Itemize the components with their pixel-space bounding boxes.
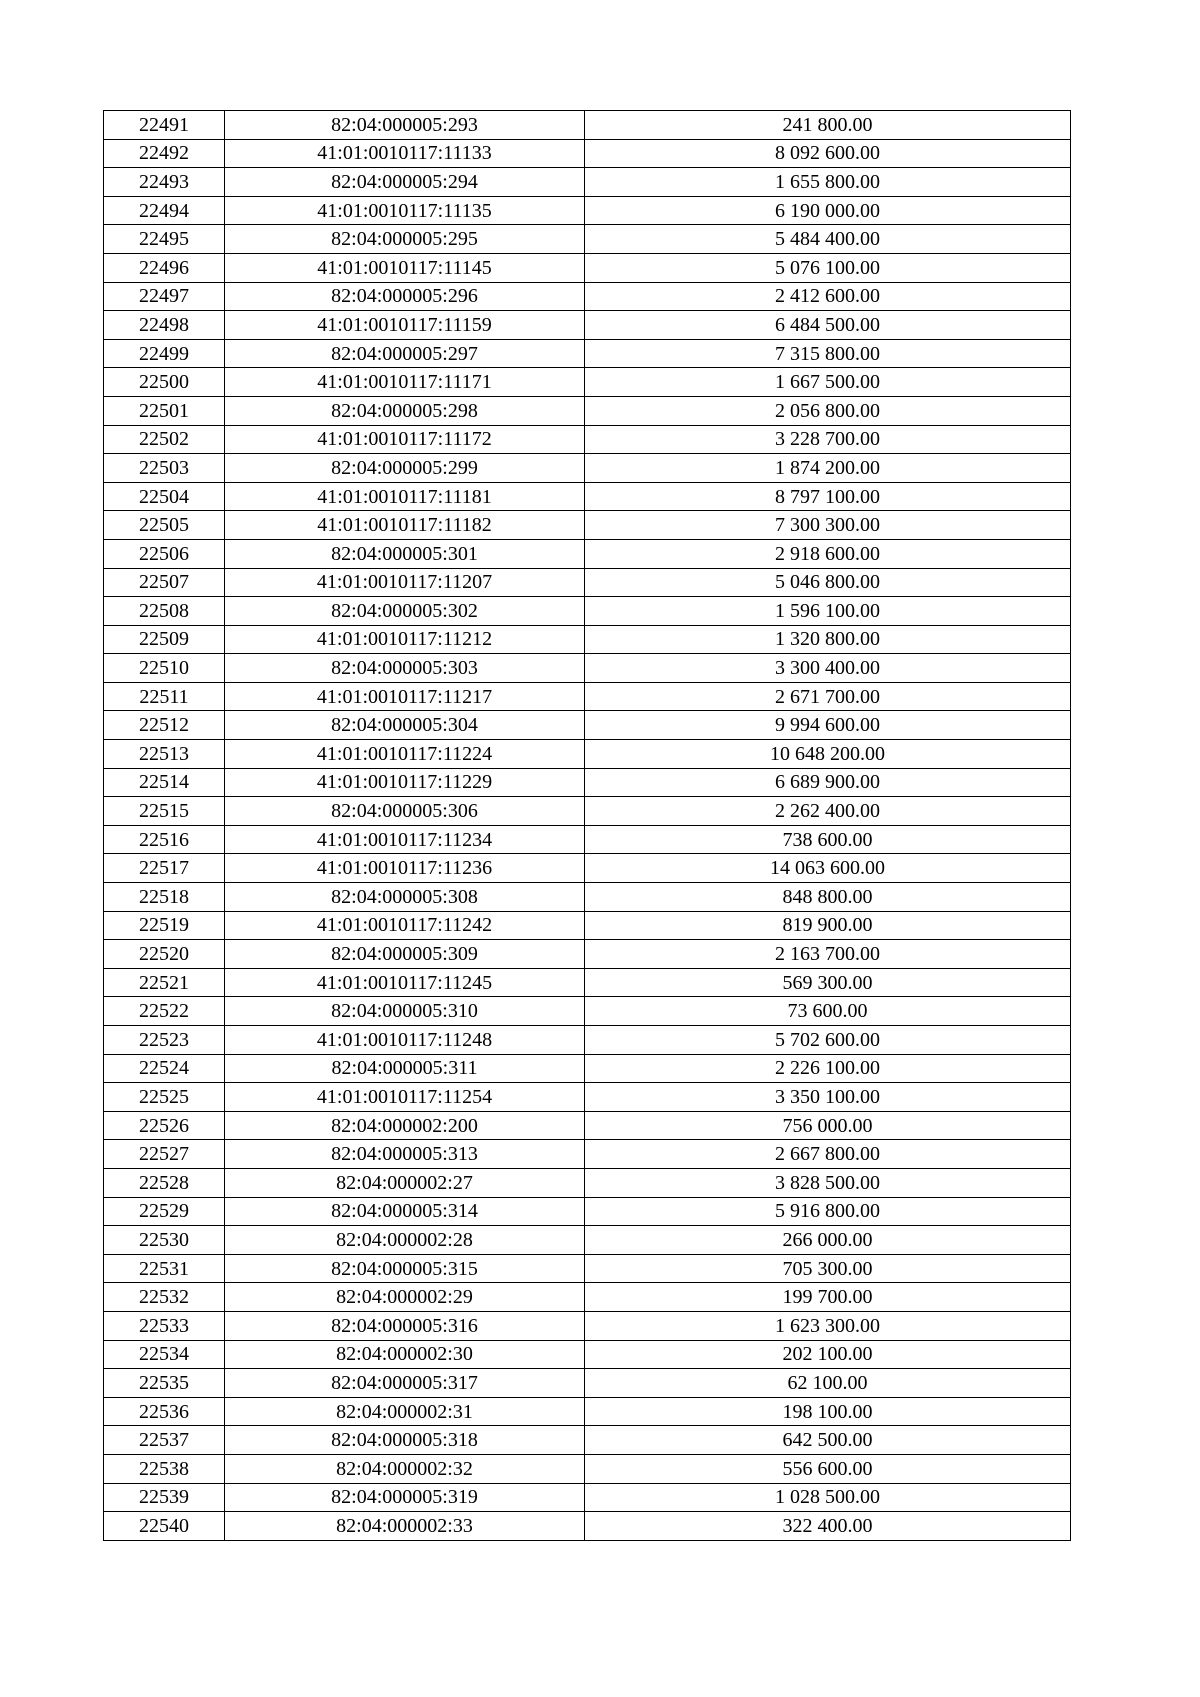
cadastral-number-cell: 82:04:000005:296	[225, 282, 585, 311]
table-row	[104, 1340, 1071, 1369]
row-number-cell: 22505	[104, 511, 225, 540]
cadastral-number-cell: 82:04:000002:29	[225, 1283, 585, 1312]
table-row	[104, 625, 1071, 654]
cadastral-number-cell: 41:01:0010117:11182	[225, 511, 585, 540]
cadastral-value-cell: 2 262 400.00	[585, 797, 1071, 826]
cadastral-value-cell: 5 484 400.00	[585, 225, 1071, 254]
table-row	[104, 196, 1071, 225]
table-body	[104, 111, 1071, 1541]
cadastral-value-cell: 10 648 200.00	[585, 740, 1071, 769]
cadastral-number-cell: 82:04:000005:317	[225, 1369, 585, 1398]
row-number-cell: 22537	[104, 1426, 225, 1455]
cadastral-number-cell: 82:04:000005:318	[225, 1426, 585, 1455]
table-row	[104, 1111, 1071, 1140]
cadastral-value-cell: 199 700.00	[585, 1283, 1071, 1312]
table-row	[104, 797, 1071, 826]
cadastral-number-cell: 82:04:000005:298	[225, 396, 585, 425]
cadastral-number-cell: 41:01:0010117:11135	[225, 196, 585, 225]
table-row	[104, 1369, 1071, 1398]
cadastral-value-cell: 5 702 600.00	[585, 1026, 1071, 1055]
row-number-cell: 22491	[104, 111, 225, 140]
cadastral-number-cell: 82:04:000002:33	[225, 1512, 585, 1541]
cadastral-value-cell: 1 028 500.00	[585, 1483, 1071, 1512]
cadastral-value-cell: 6 484 500.00	[585, 311, 1071, 340]
cadastral-value-cell: 705 300.00	[585, 1254, 1071, 1283]
cadastral-number-cell: 41:01:0010117:11242	[225, 911, 585, 940]
cadastral-value-cell: 198 100.00	[585, 1397, 1071, 1426]
cadastral-number-cell: 41:01:0010117:11212	[225, 625, 585, 654]
table-row	[104, 539, 1071, 568]
table-row	[104, 139, 1071, 168]
cadastral-number-cell: 41:01:0010117:11236	[225, 854, 585, 883]
row-number-cell: 22500	[104, 368, 225, 397]
cadastral-value-cell: 2 412 600.00	[585, 282, 1071, 311]
cadastral-number-cell: 82:04:000002:200	[225, 1111, 585, 1140]
table-row	[104, 825, 1071, 854]
cadastral-number-cell: 82:04:000002:28	[225, 1226, 585, 1255]
table-row	[104, 225, 1071, 254]
table-row	[104, 1426, 1071, 1455]
cadastral-number-cell: 82:04:000005:308	[225, 883, 585, 912]
row-number-cell: 22496	[104, 253, 225, 282]
cadastral-value-cell: 8 092 600.00	[585, 139, 1071, 168]
row-number-cell: 22506	[104, 539, 225, 568]
cadastral-value-cell: 7 315 800.00	[585, 339, 1071, 368]
table-row	[104, 1483, 1071, 1512]
cadastral-number-cell: 41:01:0010117:11172	[225, 425, 585, 454]
table-row	[104, 1454, 1071, 1483]
cadastral-value-cell: 1 320 800.00	[585, 625, 1071, 654]
table-row	[104, 1397, 1071, 1426]
row-number-cell: 22502	[104, 425, 225, 454]
cadastral-number-cell: 82:04:000005:302	[225, 597, 585, 626]
cadastral-value-cell: 1 667 500.00	[585, 368, 1071, 397]
cadastral-value-cell: 9 994 600.00	[585, 711, 1071, 740]
table-row	[104, 111, 1071, 140]
row-number-cell: 22539	[104, 1483, 225, 1512]
cadastral-value-table	[103, 110, 1071, 1541]
cadastral-number-cell: 41:01:0010117:11133	[225, 139, 585, 168]
row-number-cell: 22513	[104, 740, 225, 769]
table-row	[104, 396, 1071, 425]
cadastral-value-cell: 7 300 300.00	[585, 511, 1071, 540]
table-row	[104, 568, 1071, 597]
cadastral-value-cell: 2 056 800.00	[585, 396, 1071, 425]
row-number-cell: 22519	[104, 911, 225, 940]
row-number-cell: 22526	[104, 1111, 225, 1140]
cadastral-value-cell: 569 300.00	[585, 968, 1071, 997]
cadastral-value-cell: 2 671 700.00	[585, 682, 1071, 711]
cadastral-value-cell: 1 623 300.00	[585, 1311, 1071, 1340]
row-number-cell: 22520	[104, 940, 225, 969]
cadastral-number-cell: 82:04:000002:31	[225, 1397, 585, 1426]
cadastral-number-cell: 82:04:000005:311	[225, 1054, 585, 1083]
cadastral-number-cell: 82:04:000005:314	[225, 1197, 585, 1226]
cadastral-number-cell: 82:04:000005:306	[225, 797, 585, 826]
cadastral-number-cell: 41:01:0010117:11207	[225, 568, 585, 597]
table-row	[104, 253, 1071, 282]
cadastral-value-cell: 5 916 800.00	[585, 1197, 1071, 1226]
row-number-cell: 22514	[104, 768, 225, 797]
table-row	[104, 768, 1071, 797]
cadastral-value-cell: 202 100.00	[585, 1340, 1071, 1369]
table-row	[104, 911, 1071, 940]
table-row	[104, 454, 1071, 483]
cadastral-number-cell: 82:04:000005:301	[225, 539, 585, 568]
table-row	[104, 597, 1071, 626]
table-row	[104, 940, 1071, 969]
table-row	[104, 339, 1071, 368]
row-number-cell: 22510	[104, 654, 225, 683]
cadastral-number-cell: 82:04:000005:316	[225, 1311, 585, 1340]
cadastral-value-cell: 14 063 600.00	[585, 854, 1071, 883]
cadastral-value-cell: 642 500.00	[585, 1426, 1071, 1455]
cadastral-value-cell: 3 828 500.00	[585, 1168, 1071, 1197]
table-row	[104, 654, 1071, 683]
cadastral-number-cell: 82:04:000002:27	[225, 1168, 585, 1197]
cadastral-number-cell: 41:01:0010117:11245	[225, 968, 585, 997]
table-row	[104, 368, 1071, 397]
row-number-cell: 22508	[104, 597, 225, 626]
cadastral-value-cell: 756 000.00	[585, 1111, 1071, 1140]
table-row	[104, 482, 1071, 511]
row-number-cell: 22517	[104, 854, 225, 883]
table-row	[104, 1197, 1071, 1226]
cadastral-number-cell: 82:04:000005:303	[225, 654, 585, 683]
row-number-cell: 22523	[104, 1026, 225, 1055]
cadastral-number-cell: 41:01:0010117:11159	[225, 311, 585, 340]
cadastral-value-cell: 6 190 000.00	[585, 196, 1071, 225]
row-number-cell: 22528	[104, 1168, 225, 1197]
cadastral-value-cell: 819 900.00	[585, 911, 1071, 940]
row-number-cell: 22498	[104, 311, 225, 340]
cadastral-value-cell: 62 100.00	[585, 1369, 1071, 1398]
row-number-cell: 22507	[104, 568, 225, 597]
cadastral-number-cell: 82:04:000005:309	[225, 940, 585, 969]
cadastral-value-cell: 2 667 800.00	[585, 1140, 1071, 1169]
table-row	[104, 1512, 1071, 1541]
row-number-cell: 22529	[104, 1197, 225, 1226]
cadastral-value-cell: 266 000.00	[585, 1226, 1071, 1255]
table-row	[104, 311, 1071, 340]
cadastral-number-cell: 82:04:000005:310	[225, 997, 585, 1026]
cadastral-number-cell: 82:04:000005:304	[225, 711, 585, 740]
table-row	[104, 854, 1071, 883]
cadastral-number-cell: 82:04:000002:30	[225, 1340, 585, 1369]
cadastral-number-cell: 82:04:000002:32	[225, 1454, 585, 1483]
cadastral-value-cell: 1 655 800.00	[585, 168, 1071, 197]
cadastral-value-cell: 2 918 600.00	[585, 539, 1071, 568]
row-number-cell: 22530	[104, 1226, 225, 1255]
cadastral-value-cell: 6 689 900.00	[585, 768, 1071, 797]
cadastral-value-cell: 1 596 100.00	[585, 597, 1071, 626]
row-number-cell: 22493	[104, 168, 225, 197]
cadastral-number-cell: 82:04:000005:315	[225, 1254, 585, 1283]
row-number-cell: 22534	[104, 1340, 225, 1369]
row-number-cell: 22533	[104, 1311, 225, 1340]
row-number-cell: 22501	[104, 396, 225, 425]
cadastral-number-cell: 41:01:0010117:11229	[225, 768, 585, 797]
row-number-cell: 22511	[104, 682, 225, 711]
row-number-cell: 22535	[104, 1369, 225, 1398]
cadastral-value-cell: 738 600.00	[585, 825, 1071, 854]
cadastral-number-cell: 82:04:000005:319	[225, 1483, 585, 1512]
cadastral-value-cell: 556 600.00	[585, 1454, 1071, 1483]
table-row	[104, 1140, 1071, 1169]
row-number-cell: 22536	[104, 1397, 225, 1426]
table-row	[104, 997, 1071, 1026]
cadastral-value-cell: 241 800.00	[585, 111, 1071, 140]
row-number-cell: 22499	[104, 339, 225, 368]
table-row	[104, 168, 1071, 197]
row-number-cell: 22512	[104, 711, 225, 740]
cadastral-number-cell: 41:01:0010117:11248	[225, 1026, 585, 1055]
cadastral-value-cell: 73 600.00	[585, 997, 1071, 1026]
cadastral-value-cell: 5 076 100.00	[585, 253, 1071, 282]
table-row	[104, 711, 1071, 740]
row-number-cell: 22504	[104, 482, 225, 511]
cadastral-number-cell: 41:01:0010117:11217	[225, 682, 585, 711]
row-number-cell: 22521	[104, 968, 225, 997]
cadastral-number-cell: 41:01:0010117:11254	[225, 1083, 585, 1112]
table-row	[104, 883, 1071, 912]
row-number-cell: 22527	[104, 1140, 225, 1169]
cadastral-number-cell: 82:04:000005:293	[225, 111, 585, 140]
row-number-cell: 22538	[104, 1454, 225, 1483]
table-row	[104, 1283, 1071, 1312]
cadastral-value-cell: 3 350 100.00	[585, 1083, 1071, 1112]
cadastral-value-cell: 8 797 100.00	[585, 482, 1071, 511]
cadastral-number-cell: 82:04:000005:294	[225, 168, 585, 197]
cadastral-number-cell: 82:04:000005:299	[225, 454, 585, 483]
table-row	[104, 1226, 1071, 1255]
cadastral-value-cell: 848 800.00	[585, 883, 1071, 912]
table-row	[104, 1083, 1071, 1112]
row-number-cell: 22518	[104, 883, 225, 912]
table-row	[104, 425, 1071, 454]
cadastral-number-cell: 82:04:000005:295	[225, 225, 585, 254]
row-number-cell: 22494	[104, 196, 225, 225]
cadastral-value-cell: 2 226 100.00	[585, 1054, 1071, 1083]
cadastral-number-cell: 41:01:0010117:11171	[225, 368, 585, 397]
table-row	[104, 1054, 1071, 1083]
table-row	[104, 968, 1071, 997]
row-number-cell: 22525	[104, 1083, 225, 1112]
row-number-cell: 22497	[104, 282, 225, 311]
cadastral-value-cell: 5 046 800.00	[585, 568, 1071, 597]
cadastral-number-cell: 41:01:0010117:11234	[225, 825, 585, 854]
row-number-cell: 22495	[104, 225, 225, 254]
row-number-cell: 22531	[104, 1254, 225, 1283]
cadastral-number-cell: 41:01:0010117:11224	[225, 740, 585, 769]
table-row	[104, 1168, 1071, 1197]
cadastral-value-cell: 3 228 700.00	[585, 425, 1071, 454]
cadastral-value-cell: 2 163 700.00	[585, 940, 1071, 969]
row-number-cell: 22492	[104, 139, 225, 168]
row-number-cell: 22524	[104, 1054, 225, 1083]
table-row	[104, 682, 1071, 711]
table-row	[104, 1026, 1071, 1055]
row-number-cell: 22509	[104, 625, 225, 654]
table-row	[104, 1311, 1071, 1340]
cadastral-value-cell: 322 400.00	[585, 1512, 1071, 1541]
table-row	[104, 1254, 1071, 1283]
cadastral-number-cell: 41:01:0010117:11145	[225, 253, 585, 282]
table-row	[104, 740, 1071, 769]
row-number-cell: 22522	[104, 997, 225, 1026]
cadastral-value-cell: 1 874 200.00	[585, 454, 1071, 483]
cadastral-value-cell: 3 300 400.00	[585, 654, 1071, 683]
cadastral-number-cell: 82:04:000005:297	[225, 339, 585, 368]
cadastral-number-cell: 82:04:000005:313	[225, 1140, 585, 1169]
row-number-cell: 22540	[104, 1512, 225, 1541]
cadastral-number-cell: 41:01:0010117:11181	[225, 482, 585, 511]
row-number-cell: 22503	[104, 454, 225, 483]
row-number-cell: 22532	[104, 1283, 225, 1312]
row-number-cell: 22516	[104, 825, 225, 854]
row-number-cell: 22515	[104, 797, 225, 826]
table-row	[104, 282, 1071, 311]
table-row	[104, 511, 1071, 540]
